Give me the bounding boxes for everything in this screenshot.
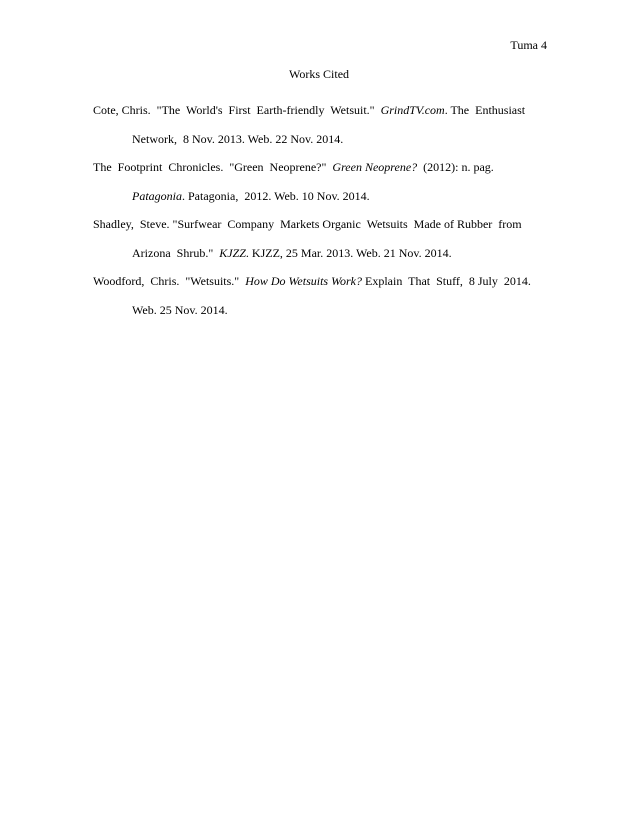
citation-entry [93, 267, 553, 324]
citation-first-line: Shadley, Steve. "Surfwear Company Markets Organic Wetsuits Made of Rubber from [93, 217, 522, 231]
citation-continuation-line: Web. 25 Nov. 2014. [132, 302, 228, 317]
citation-entry [93, 153, 553, 210]
citation-continuation-line: Arizona Shrub." KJZZ. KJZZ, 25 Mar. 2013. Web. 21 Nov. 2014. [132, 245, 452, 260]
citation-entry [93, 210, 553, 267]
citation-list [93, 96, 553, 324]
citation-first-line: The Footprint Chronicles. "Green Neoprene?" Green Neoprene? (2012): n. pag. [93, 160, 494, 174]
citation-continuation-line: Patagonia. Patagonia, 2012. Web. 10 Nov. 2014. [132, 188, 370, 203]
citation-first-line: Cote, Chris. "The World's First Earth-friendly Wetsuit." GrindTV.com. The Enthusiast [93, 103, 526, 117]
citation-first-line: Woodford, Chris. "Wetsuits." How Do Wetsuits Work? Explain That Stuff, 8 July 2014. [93, 274, 531, 288]
citation-continuation-line: Network, 8 Nov. 2013. Web. 22 Nov. 2014. [132, 131, 344, 146]
running-head: Tuma 4 [510, 38, 547, 52]
citation-entry [93, 96, 553, 153]
page-title: Works Cited [288, 67, 350, 81]
